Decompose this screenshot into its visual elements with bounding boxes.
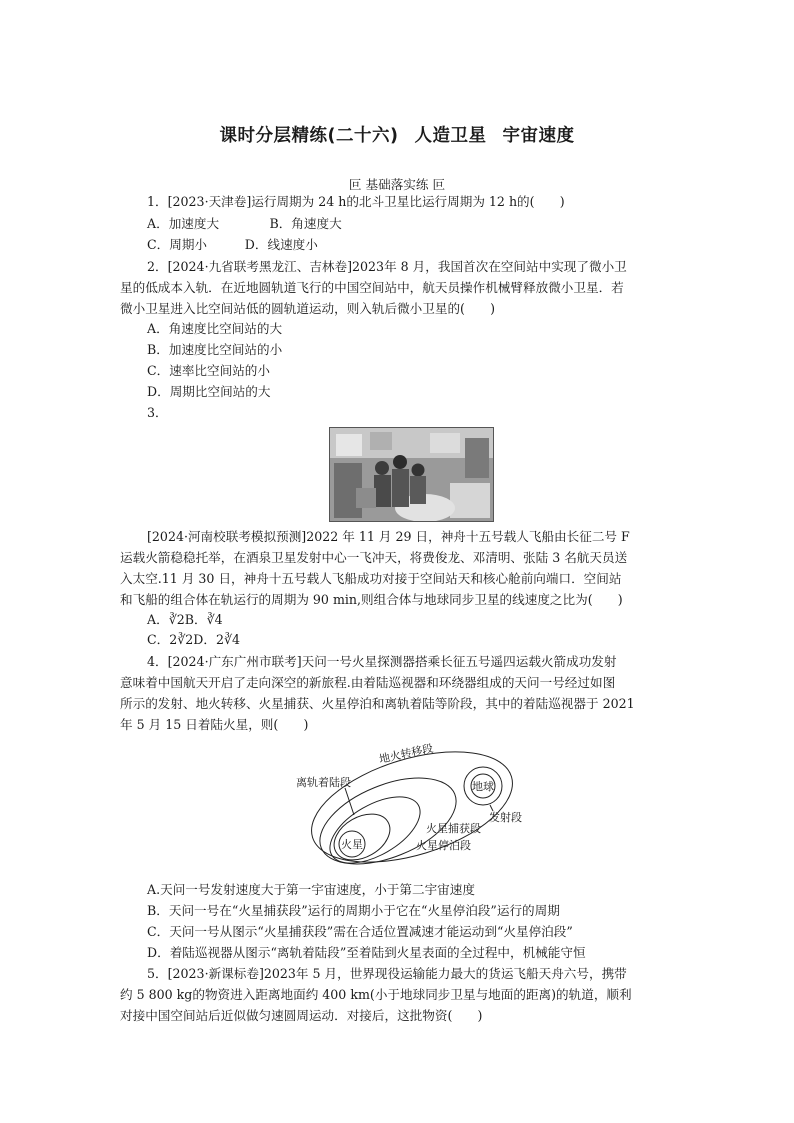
label-mars: 火星 bbox=[341, 838, 363, 851]
q3-number: 3． bbox=[147, 405, 168, 420]
q4-line2: 意味着中国航天开启了走向深空的新旅程.由着陆巡视器和环绕器组成的天问一号经过如图 bbox=[120, 675, 616, 690]
q4-option-d: D．着陆巡视器从图示“离轨着陆段”至着陆到火星表面的全过程中，机械能守恒 bbox=[147, 945, 586, 960]
q2-line3: 微小卫星进入比空间站低的圆轨道运动，则入轨后微小卫星的( ) bbox=[120, 301, 496, 316]
label-launch: 发射段 bbox=[489, 811, 522, 824]
title-part3: 宇宙速度 bbox=[502, 126, 575, 146]
q5-line3: 对接中国空间站后近似做匀速圆周运动．对接后，这批物资( ) bbox=[120, 1008, 483, 1023]
q3-options-row2: C．2∛2D．2∛4 bbox=[147, 632, 241, 647]
deorbit-leader bbox=[345, 788, 354, 815]
q1-stem: 1．[2023·天津卷]运行周期为 24 h的北斗卫星比运行周期为 12 h的( ) bbox=[147, 194, 565, 209]
label-deorbit: 离轨着陆段 bbox=[296, 776, 351, 789]
q4-line4: 年 5 月 15 日着陆火星，则( ) bbox=[120, 717, 309, 732]
orbit-diagram-svg bbox=[290, 743, 540, 865]
q2-line2: 星的低成本入轨．在近地圆轨道飞行的中国空间站中，航天员操作机械臂释放微小卫星．若 bbox=[120, 280, 624, 295]
section-heading: 叵 基础落实练 叵 bbox=[348, 177, 446, 192]
q2-option-c: C．速率比空间站的小 bbox=[147, 363, 270, 378]
label-earth: 地球 bbox=[472, 780, 494, 793]
q4-option-a: A.天问一号发射速度大于第一宇宙速度，小于第二宇宙速度 bbox=[147, 882, 475, 897]
title-part1: 课时分层精练(二十六) bbox=[219, 126, 399, 146]
q3-line1: [2024·河南校联考模拟预测]2022 年 11 月 29 日，神舟十五号载人飞船由长征二号 F bbox=[147, 529, 630, 544]
q2-line1: 2．[2024·九省联考黑龙江、吉林卷]2023年 8 月，我国首次在空间站中实现了微小卫 bbox=[147, 259, 627, 274]
q5-line1: 5．[2023·新课标卷]2023年 5 月，世界现役运输能力最大的货运飞船天舟六号，携带 bbox=[147, 966, 627, 981]
q3-line3: 入太空.11 月 30 日，神舟十五号载人飞船成功对接于空间站天和核心舱前向端口．空间站 bbox=[120, 571, 622, 586]
page-title bbox=[0, 122, 794, 147]
label-parking: 火星停泊段 bbox=[416, 839, 471, 852]
transfer-orbit bbox=[299, 743, 526, 865]
deorbit-orbit bbox=[326, 805, 398, 865]
q2-option-b: B．加速度比空间站的小 bbox=[147, 342, 283, 357]
q3-options-row1: A．∛2B．∛4 bbox=[147, 612, 223, 627]
q4-line3: 所示的发射、地火转移、火星捕获、火星停泊和离轨着陆等阶段，其中的着陆巡视器于 2021 bbox=[120, 696, 635, 711]
q1-options-row2: C．周期小 D．线速度小 bbox=[147, 237, 318, 252]
astronauts-cabin-image bbox=[330, 428, 493, 521]
orbit-diagram bbox=[290, 743, 540, 865]
q4-option-c: C．天问一号从图示“火星捕获段”需在合适位置减速才能运动到“火星停泊段” bbox=[147, 924, 573, 939]
q3-line2: 运载火箭稳稳托举，在酒泉卫星发射中心一飞冲天，将费俊龙、邓清明、张陆 3 名航天员送 bbox=[120, 550, 628, 565]
q1-options-row1: A．加速度大 B．角速度大 bbox=[147, 216, 342, 231]
label-capture: 火星捕获段 bbox=[426, 822, 481, 835]
label-transfer: 地火转移段 bbox=[377, 743, 435, 766]
title-part2: 人造卫星 bbox=[414, 126, 487, 146]
q2-option-a: A．角速度比空间站的大 bbox=[147, 321, 283, 336]
q5-line2: 约 5 800 kg的物资进入距离地面约 400 km(小于地球同步卫星与地面的距离)的轨道，顺利 bbox=[120, 987, 632, 1002]
q4-line1: 4．[2024·广东广州市联考]天问一号火星探测器搭乘长征五号遥四运载火箭成功发射 bbox=[147, 654, 617, 669]
q3-line4: 和飞船的组合体在轨运行的周期为 90 min,则组合体与地球同步卫星的线速度之比为( ) bbox=[120, 592, 623, 607]
q2-option-d: D．周期比空间站的大 bbox=[147, 384, 271, 399]
q4-option-b: B．天问一号在“火星捕获段”运行的周期小于它在“火星停泊段”运行的周期 bbox=[147, 903, 560, 918]
spacecraft-photo bbox=[329, 427, 494, 522]
